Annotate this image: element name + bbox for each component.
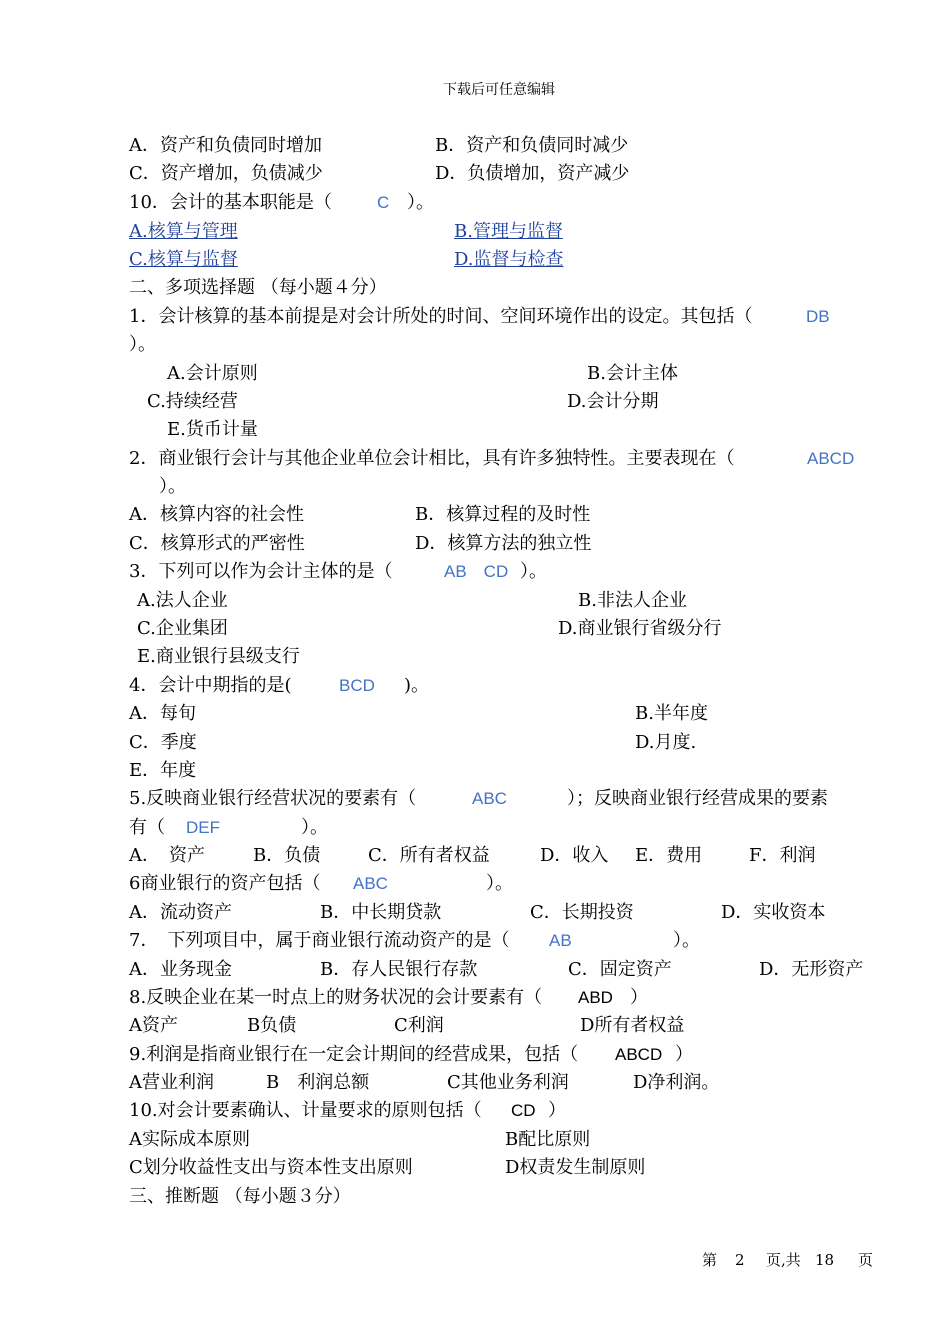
- option-a: A．资产和负债同时增加: [129, 135, 322, 156]
- option-c: C．核算形式的严密性: [129, 533, 305, 554]
- option-a-link[interactable]: A.核算与管理: [129, 221, 238, 242]
- option-d: D．收入: [540, 845, 609, 866]
- question-stem: 9.利润是指商业银行在一定会计期间的经营成果，包括（: [129, 1044, 579, 1065]
- section-title: 三、推断题 （每小题３分）: [129, 1186, 351, 1207]
- question-stem-end: ）。: [301, 817, 328, 838]
- option-b: B配比原则: [505, 1129, 591, 1150]
- question-stem-end: ）。: [486, 873, 513, 894]
- option-c: C.持续经营: [147, 391, 238, 412]
- question-stem-end: ）。: [129, 334, 156, 355]
- question-stem-end: ）: [675, 1044, 693, 1065]
- question-stem: 7． 下列项目中，属于商业银行流动资产的是（: [129, 930, 510, 951]
- option-e: E.货币计量: [167, 419, 258, 440]
- option-b: B负债: [247, 1015, 297, 1036]
- option-a: A．每旬: [129, 703, 196, 724]
- answer-text: AB CD: [444, 562, 509, 581]
- option-c: C．所有者权益: [368, 845, 490, 866]
- question-stem-end: ）: [630, 987, 648, 1008]
- option-a: A.法人企业: [137, 590, 228, 611]
- option-a: A实际成本原则: [129, 1129, 250, 1150]
- option-d: D．负债增加，资产减少: [435, 163, 630, 184]
- option-a: A．流动资产: [129, 902, 232, 923]
- question-stem: 3．下列可以作为会计主体的是（: [129, 561, 393, 582]
- footer-di: 第: [702, 1251, 718, 1269]
- option-e: E.商业银行县级支行: [137, 646, 300, 667]
- question-stem: 10．会计的基本职能是（: [129, 192, 332, 213]
- option-b: B．资产和负债同时减少: [435, 135, 629, 156]
- option-a: A．核算内容的社会性: [129, 504, 304, 525]
- option-e: E．年度: [129, 760, 197, 781]
- option-c: C．长期投资: [530, 902, 634, 923]
- answer-text: ABC: [472, 789, 507, 808]
- question-stem: 4．会计中期指的是(: [129, 675, 292, 696]
- question-stem: 6商业银行的资产包括（: [129, 873, 321, 894]
- question-stem-end: ）。: [673, 930, 700, 951]
- option-b: B 利润总额: [266, 1072, 370, 1093]
- option-d-link[interactable]: D.监督与检查: [454, 249, 564, 270]
- option-a: A营业利润: [129, 1072, 214, 1093]
- option-a: A资产: [129, 1015, 178, 1036]
- question-stem: 10.对会计要素确认、计量要求的原则包括（: [129, 1100, 482, 1121]
- question-stem-middle: ）；反映商业银行经营成果的要素: [567, 788, 828, 809]
- option-c: C．资产增加，负债减少: [129, 163, 323, 184]
- question-stem-end: ）。: [407, 192, 434, 213]
- option-b: B.非法人企业: [578, 590, 687, 611]
- option-a: A． 资产: [129, 845, 205, 866]
- option-c-link[interactable]: C.核算与监督: [129, 249, 238, 270]
- answer-text: ABC: [353, 874, 388, 893]
- question-stem-end: ）: [548, 1100, 566, 1121]
- answer-text: BCD: [339, 676, 375, 695]
- question-stem: 2．商业银行会计与其他企业单位会计相比，具有许多独特性。主要表现在（: [129, 448, 735, 469]
- option-d: D权责发生制原则: [505, 1157, 646, 1178]
- footer-ye: 页: [858, 1251, 874, 1269]
- answer-text: ABCD: [807, 449, 855, 468]
- question-stem-end: ）。: [520, 561, 547, 582]
- option-c: C划分收益性支出与资本性支出原则: [129, 1157, 413, 1178]
- option-b: B.半年度: [635, 703, 708, 724]
- question-stem: 5.反映商业银行经营状况的要素有（: [129, 788, 417, 809]
- option-c: C.企业集团: [137, 618, 228, 639]
- footer-ye-gong: 页,共: [766, 1251, 801, 1269]
- option-b: B．核算过程的及时性: [415, 504, 591, 525]
- option-b: B.会计主体: [587, 363, 678, 384]
- option-c: C．固定资产: [568, 959, 672, 980]
- option-c: C其他业务利润: [447, 1072, 569, 1093]
- option-d: D净利润。: [633, 1072, 720, 1093]
- option-a: A．业务现金: [129, 959, 232, 980]
- option-d: D.商业银行省级分行: [558, 618, 722, 639]
- option-d: D．核算方法的独立性: [415, 533, 592, 554]
- section-title: 二、多项选择题 （每小题４分）: [129, 277, 387, 298]
- option-b: B．中长期贷款: [320, 902, 442, 923]
- option-d: D．无形资产: [759, 959, 864, 980]
- option-c: C．季度: [129, 732, 197, 753]
- option-a: A.会计原则: [167, 363, 258, 384]
- question-stem: 8.反映企业在某一时点上的财务状况的会计要素有（: [129, 987, 543, 1008]
- page-header: 下载后可任意编辑: [443, 82, 555, 98]
- answer-text: C: [377, 193, 390, 212]
- option-e: E．费用: [635, 845, 703, 866]
- answer-text: ABD: [578, 988, 613, 1007]
- answer-text: DB: [806, 307, 830, 326]
- option-d: D.会计分期: [567, 391, 659, 412]
- answer-text: DEF: [186, 818, 220, 837]
- question-stem-line2: 有（: [129, 817, 165, 838]
- option-b-link[interactable]: B.管理与监督: [454, 221, 563, 242]
- option-b: B．负债: [253, 845, 321, 866]
- answer-text: AB: [549, 931, 572, 950]
- option-b: B．存人民银行存款: [320, 959, 478, 980]
- question-stem-end: )。: [404, 675, 430, 696]
- question-stem: 1．会计核算的基本前提是对会计所处的时间、空间环境作出的设定。其包括（: [129, 306, 753, 327]
- option-d: D．实收资本: [721, 902, 826, 923]
- option-c: C利润: [394, 1015, 444, 1036]
- option-f: F．利润: [749, 845, 816, 866]
- option-d: D.月度.: [635, 732, 697, 753]
- answer-text: ABCD: [615, 1045, 663, 1064]
- question-stem-end: ）。: [159, 476, 186, 497]
- footer-page-number: 2: [735, 1251, 745, 1269]
- option-d: D所有者权益: [580, 1015, 685, 1036]
- footer-total-pages: 18: [815, 1251, 835, 1269]
- answer-text: CD: [511, 1101, 536, 1120]
